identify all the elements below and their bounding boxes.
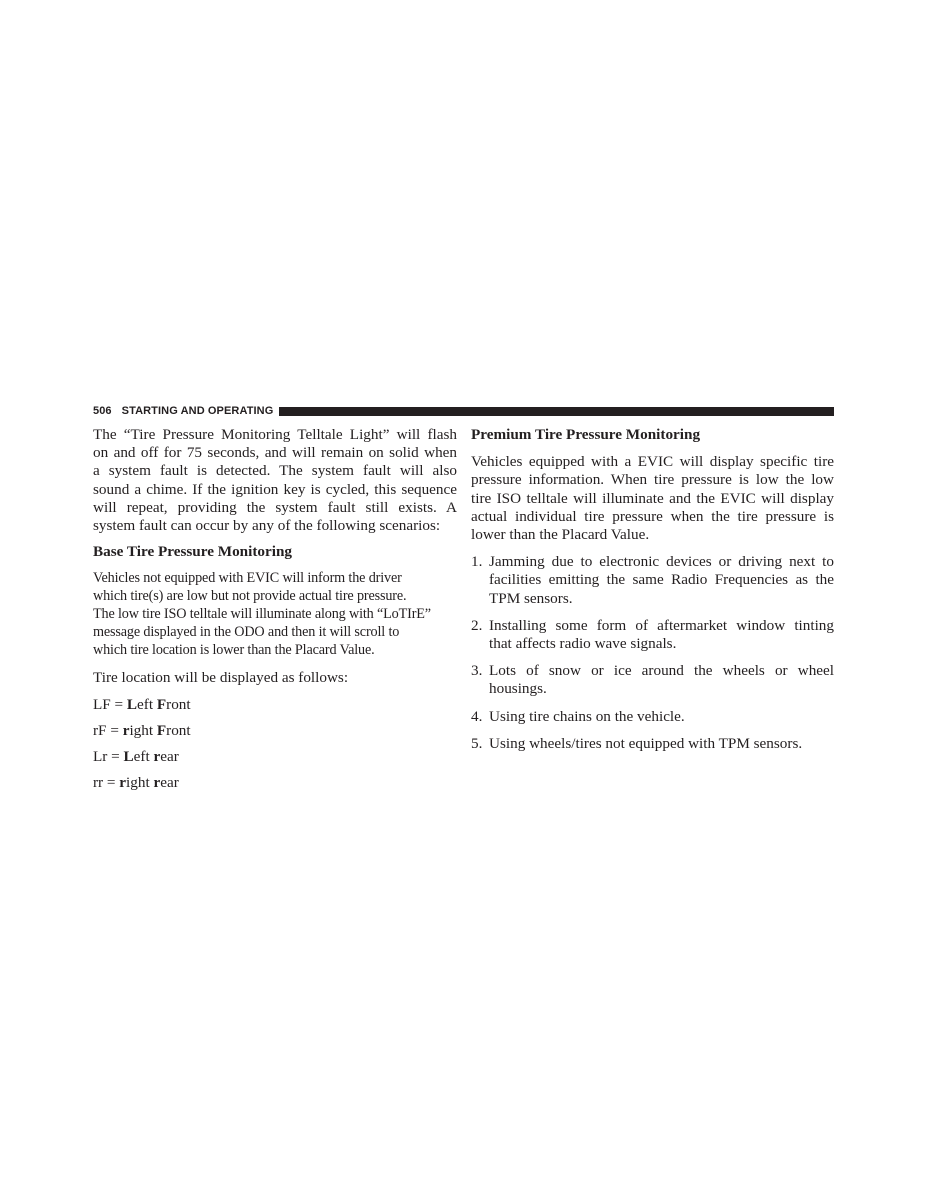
list-item: [471, 662, 834, 698]
text-line: tire ISO telltale will illuminate and the EVIC will display: [471, 489, 834, 507]
item-text: [489, 708, 834, 726]
location-code: rF: [93, 722, 107, 740]
text-line: housings.: [489, 680, 547, 698]
item-text: [489, 662, 834, 698]
item-number: 5.: [471, 734, 483, 752]
left-column: [93, 426, 457, 792]
list-item: [471, 708, 834, 726]
item-number: 1.: [471, 553, 483, 571]
section-title: STARTING AND OPERATING: [121, 405, 274, 417]
letter-bold: L: [126, 696, 138, 714]
location-code: LF: [93, 696, 111, 714]
word-rest: eft: [137, 696, 157, 714]
list-item: [471, 617, 834, 653]
intro-paragraph: [93, 426, 457, 535]
location-legend-rf: [93, 722, 457, 740]
premium-monitoring-paragraph: [471, 453, 834, 544]
text-line: sound a chime. If the ignition key is cycled, this sequence: [93, 480, 457, 498]
letter-bold: r: [153, 774, 161, 792]
location-legend-lf: [93, 696, 457, 714]
text-line: system fault can occur by any of the following scenarios:: [93, 517, 441, 535]
base-monitoring-paragraph: [93, 570, 457, 660]
letter-bold: F: [156, 696, 167, 714]
text-line: on and off for 75 seconds, and will remain on solid when: [93, 444, 457, 462]
text-line: which tire(s) are low but not provide actual tire pressure.: [93, 588, 407, 605]
letter-bold: L: [123, 748, 134, 766]
text-line: The low tire ISO telltale will illuminate along with “LoTIrE”: [93, 606, 431, 623]
word-rest: ear: [160, 774, 179, 792]
equals: =: [107, 748, 124, 766]
location-intro: Tire location will be displayed as follows:: [93, 668, 349, 686]
page-header: [93, 403, 834, 419]
letter-bold: F: [156, 722, 167, 740]
text-line: a system fault is detected. The system fault will also: [93, 462, 457, 480]
header-rule: [279, 407, 834, 416]
word-rest: ront: [166, 722, 191, 740]
text-line: facilities emitting the same Radio Frequencies as the: [489, 571, 834, 589]
text-line: Installing some form of aftermarket window tinting: [489, 616, 834, 634]
list-item: [471, 735, 834, 753]
item-number: 2.: [471, 616, 483, 634]
scenario-list: [471, 553, 834, 753]
premium-monitoring-heading: Premium Tire Pressure Monitoring: [471, 426, 701, 443]
text-line: that affects radio wave signals.: [489, 635, 677, 653]
list-item: [471, 553, 834, 608]
text-line: Vehicles not equipped with EVIC will inform the driver: [93, 570, 402, 587]
location-legend-rr: [93, 774, 457, 792]
right-column: [471, 426, 834, 762]
word-rest: ight: [129, 722, 157, 740]
text-line: will repeat, providing the system fault still exists. A: [93, 498, 457, 516]
location-legend-lr: [93, 748, 457, 766]
item-text: [489, 553, 834, 608]
letter-bold: r: [153, 748, 161, 766]
word-rest: ight: [126, 774, 154, 792]
text-line: message displayed in the ODO and then it will scroll to: [93, 624, 400, 641]
text-line: Lots of snow or ice around the wheels or wheel: [489, 662, 834, 680]
equals: =: [110, 696, 127, 714]
text-line: pressure information. When tire pressure is low the low: [471, 471, 834, 489]
word-rest: ear: [160, 748, 179, 766]
page-number: 506: [93, 405, 112, 417]
base-monitoring-heading: Base Tire Pressure Monitoring: [93, 543, 292, 561]
word-rest: ront: [166, 696, 191, 714]
letter-bold: r: [122, 722, 130, 740]
text-line: The “Tire Pressure Monitoring Telltale Light” will flash: [93, 426, 457, 443]
item-number: 4.: [471, 707, 483, 725]
text-line: actual individual tire pressure when the tire pressure is: [471, 507, 834, 525]
item-number: 3.: [471, 662, 483, 680]
word-rest: eft: [133, 748, 154, 766]
text-line: lower than the Placard Value.: [471, 526, 650, 544]
equals: =: [103, 774, 120, 792]
location-code: Lr: [93, 748, 108, 766]
text-line: which tire location is lower than the Placard Value.: [93, 642, 375, 659]
text-line: Jamming due to electronic devices or driving next to: [489, 553, 834, 571]
equals: =: [106, 722, 123, 740]
text-line: Using tire chains on the vehicle.: [489, 707, 685, 725]
text-line: Vehicles equipped with a EVIC will display specific tire: [471, 453, 834, 471]
text-line: Using wheels/tires not equipped with TPM sensors.: [489, 734, 803, 752]
letter-bold: r: [119, 774, 127, 792]
location-code: rr: [93, 774, 104, 792]
item-text: [489, 617, 834, 653]
item-text: [489, 735, 834, 753]
text-line: TPM sensors.: [489, 589, 573, 607]
